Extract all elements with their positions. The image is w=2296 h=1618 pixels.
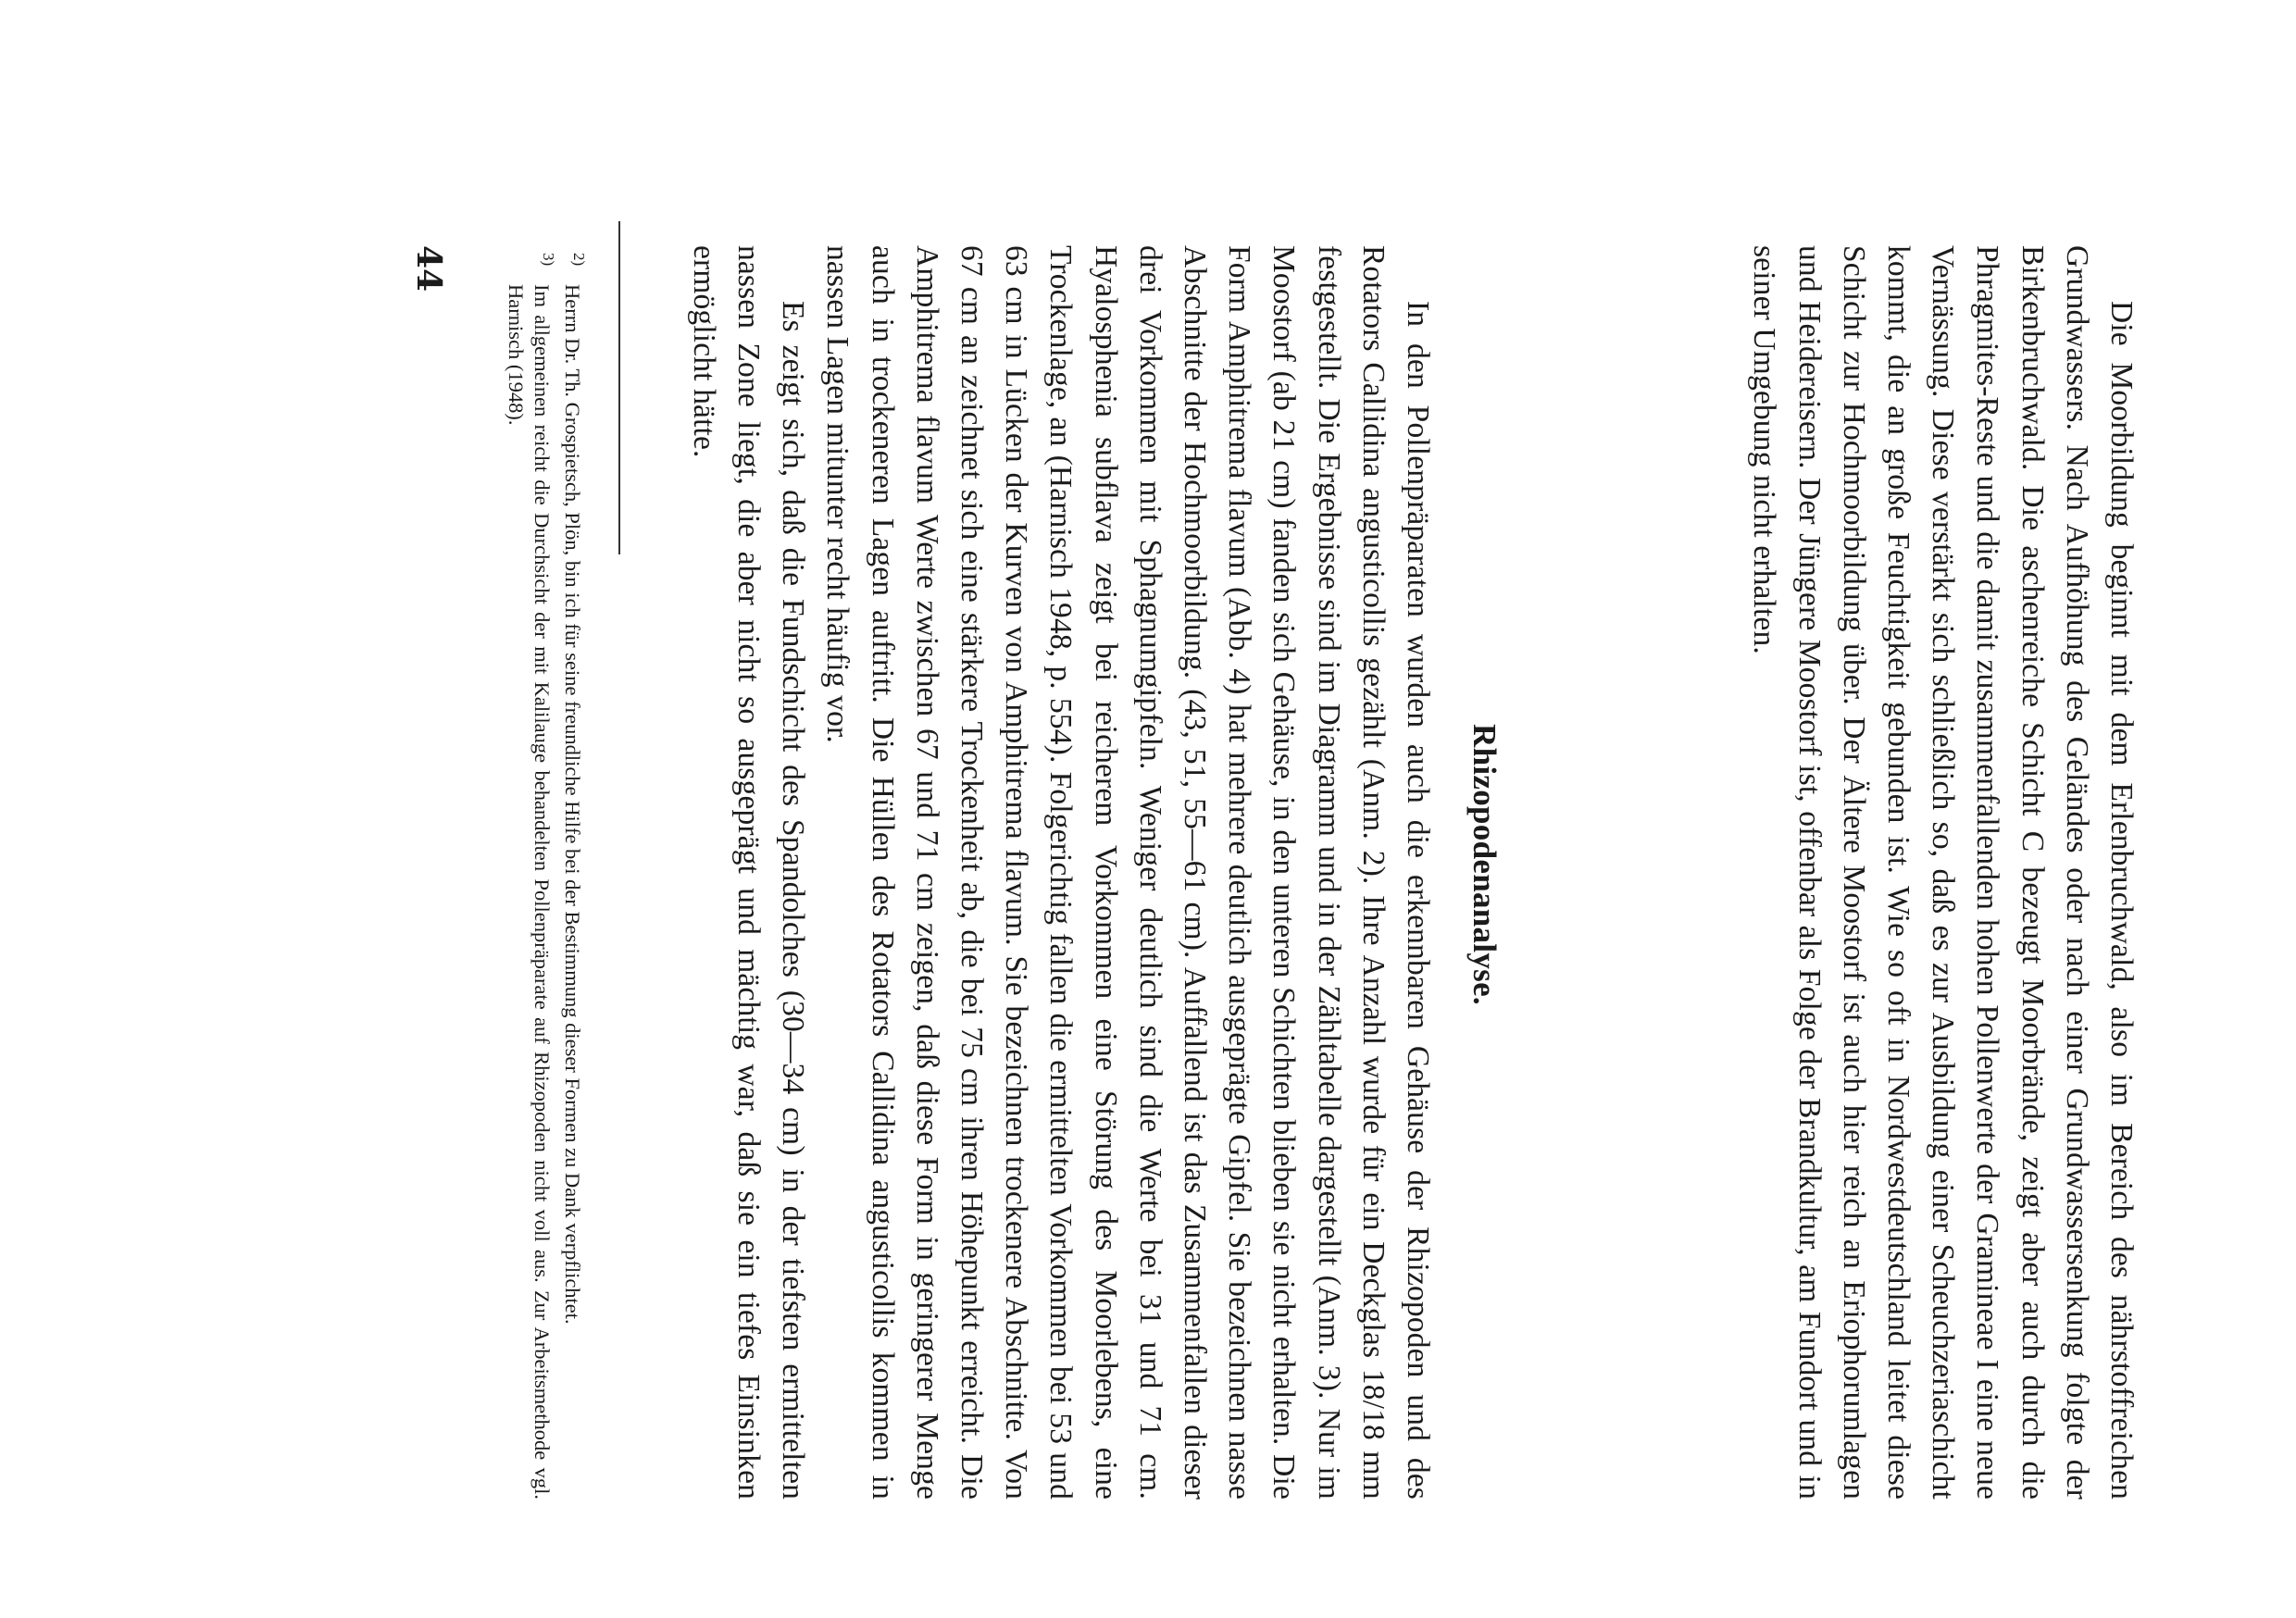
footnote-divider xyxy=(618,221,620,554)
intro-paragraph: Die Moorbildung beginnt mit dem Erlenbruchwald, also im Bereich des nährstoffreichen Grundwassers. Nach Aufhöhung des Geländes oder nach einer Grundwassersenkung folgte der Birkenbruchwald. Die aschenreiche Schicht C bezeugt Moorbrände, zeigt aber auch durch die Phragmites-Reste und die damit zusammenfallenden hohen Pollenwerte der Gramineae I eine neue Vernässung. Diese verstärkt sich schließlich so, daß es zur Ausbildung einer Scheuchzeriaschicht kommt, die an große Feuchtigkeit gebunden ist. Wie so oft in Nordwestdeutschland leitet diese Schicht zur Hochmoorbildung über. Der Ältere Moostorf ist auch hier reich an Eriophorumlagen und Heidereisern. Der Jüngere Moostorf ist, offenbar als Folge der Brandkultur, am Fundort und in seiner Umgebung nicht erhalten. xyxy=(1747,245,2139,1500)
rhizopod-section xyxy=(681,245,1440,1500)
footnote-marker: 3) xyxy=(540,253,558,267)
footnotes xyxy=(499,245,586,1500)
book-page xyxy=(190,221,2143,1508)
footnote-text: Herrn Dr. Th. Grospietsch, Plön, bin ich für seine freundliche Hilfe bei der Bestimmung dieser Formen zu Dank verpflichtet. xyxy=(561,284,584,1325)
section-heading: Rhizopodenanalyse. xyxy=(1466,724,1503,1005)
rhizopod-paragraph-1: In den Pollenpräparaten wurden auch die erkennbaren Gehäuse der Rhizopoden und des Rotators Callidina angusticollis gezählt (Anm. 2). Ihre Anzahl wurde für ein Deckglas 18/18 mm festgestellt. Die Ergebnisse sind im Diagramm und in der Zähltabelle dargestellt (Anm. 3). Nur im Moostorf (ab 21 cm) fanden sich Gehäuse, in den unteren Schichten blieben sie nicht erhalten. Die Form Amphitrema flavum (Abb. 4) hat mehrere deutlich ausgeprägte Gipfel. Sie bezeichnen nasse Abschnitte der Hochmoorbildung. (43, 51, 55—61 cm). Auffallend ist das Zusammenfallen dieser drei Vorkommen mit Sphagnumgipfeln. Weniger deutlich sind die Werte bei 31 und 71 cm. Hyalosphenia subflava zeigt bei reicherem Vorkommen eine Störung des Moorlebens, eine Trockenlage, an (Harnisch 1948, p. 554). Folgerichtig fallen die ermittelten Vorkommen bei 53 und 63 cm in Lücken der Kurven von Amphitrema flavum. Sie bezeichnen trockenere Abschnitte. Von 67 cm an zeichnet sich eine stärkere Trockenheit ab, die bei 75 cm ihren Höhepunkt erreicht. Die Amphitrema flavum Werte zwischen 67 und 71 cm zeigen, daß diese Form in geringerer Menge auch in trockeneren Lagen auftritt. Die Hüllen des Rotators Callidina angusticollis kommen in nassen Lagen mitunter recht häufig vor. xyxy=(820,245,1435,1500)
footnote-text: Im allgemeinen reicht die Durchsicht der mit Kalilauge behandelten Pollenpräparate auf Rhizopoden nicht voll aus. Zur Arbeitsmethode vgl. Harnisch (1948). xyxy=(505,284,555,1500)
footnote-2 xyxy=(559,245,586,1500)
footnote-marker: 2) xyxy=(570,253,588,267)
page-number: 44 xyxy=(409,245,448,292)
intro-section xyxy=(1741,245,2143,1500)
footnote-3 xyxy=(503,245,558,1500)
rhizopod-paragraph-2: Es zeigt sich, daß die Fundschicht des Spandolches (30—34 cm) in der tiefsten ermittelten nassen Zone liegt, die aber nicht so ausgeprägt und mächtig war, daß sie ein tiefes Einsinken ermöglicht hätte. xyxy=(686,245,811,1500)
